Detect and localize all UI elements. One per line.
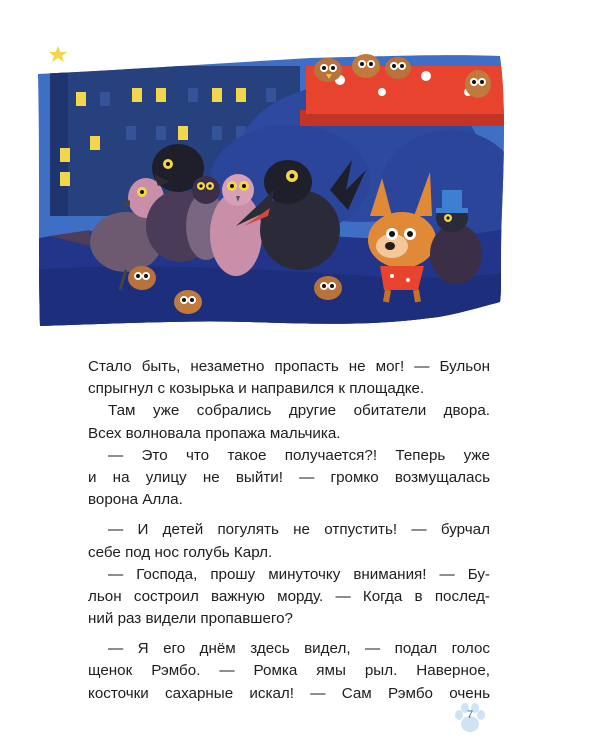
story-line: — Я его днём здесь видел, — подал голос [108, 640, 490, 658]
page-number: 7 [466, 709, 474, 721]
story-line: спрыгнул с козырька и направился к площадке. [88, 380, 425, 398]
story-line: — И детей погулять не отпустить! — бурчал [108, 521, 490, 539]
story-line: ний раз видели пропавшего? [88, 610, 293, 628]
story-line: — Это что такое получается?! Теперь уже [108, 446, 490, 464]
story-line: щенок Рэмбо. — Ромка ямы рыл. Наверное, [88, 662, 490, 680]
story-line: себе под нос голубь Карл. [88, 543, 273, 561]
story-line: косточки сахарные искал! — Сам Рэмбо очень [88, 684, 490, 702]
star-icon [49, 46, 67, 62]
story-line: льон состроил важную морду. — Когда в послед- [88, 587, 490, 605]
story-line: Всех волновала пропажа мальчика. [88, 424, 341, 442]
story-line: Стало быть, незаметно пропасть не мог! — Бульон [88, 358, 490, 375]
story-text [88, 356, 490, 705]
story-line: — Господа, прошу минуточку внимания! — Бу- [108, 565, 490, 583]
story-line: ворона Алла. [88, 491, 183, 509]
story-illustration [30, 40, 510, 340]
story-line: Там уже собрались другие обитатели двора. [108, 402, 490, 420]
story-line: и на улицу не выйти! — громко возмущалась [88, 468, 490, 486]
